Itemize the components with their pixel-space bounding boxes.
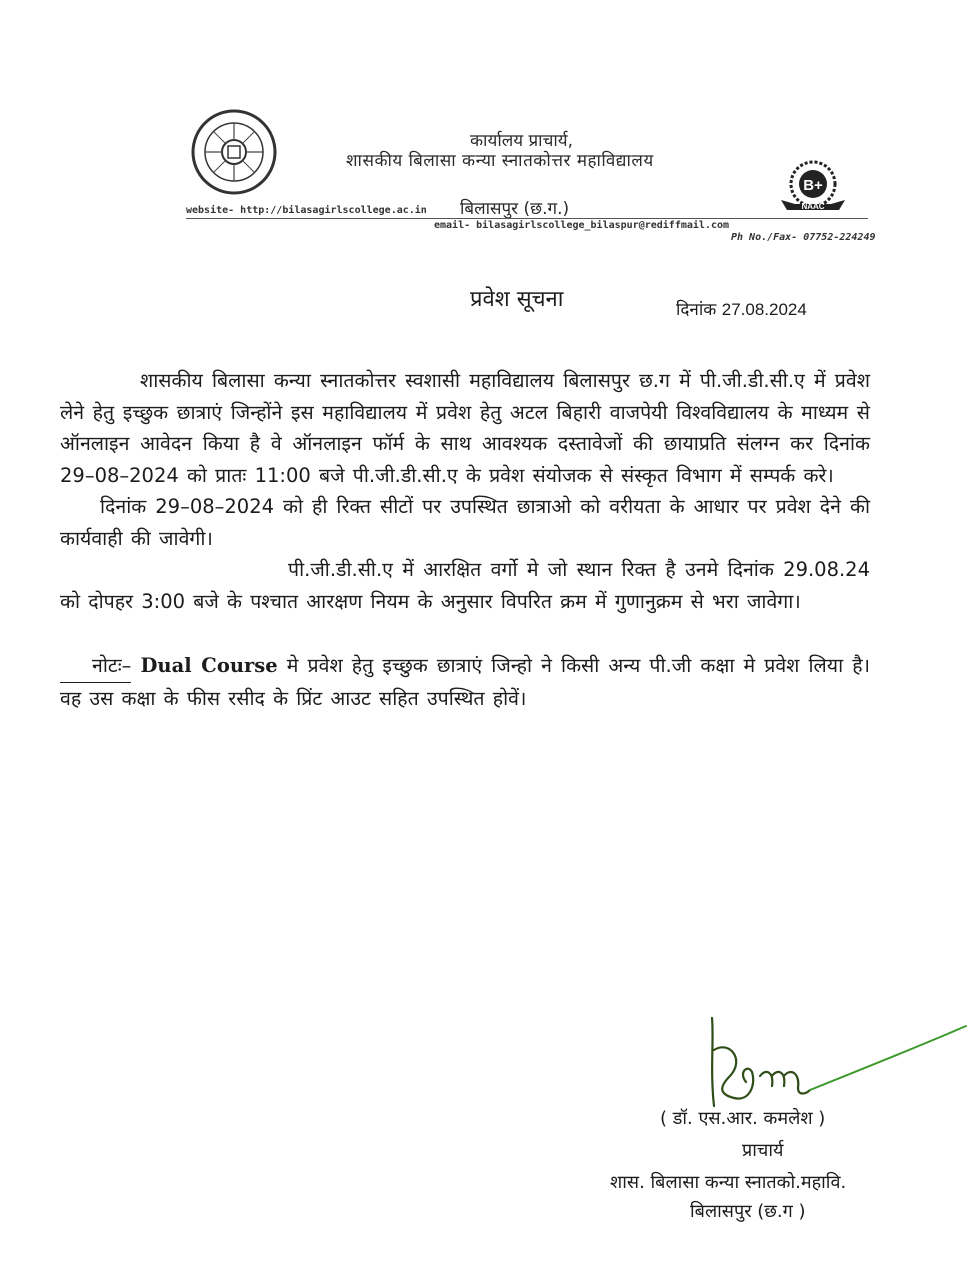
- body-paragraph-3: पी.जी.डी.सी.ए में आरक्षित वर्गो मे जो स्थान रिक्त है उनमे दिनांक 29.08.24 को दोपहर 3:00 बजे के पश्चात आरक्षण नियम के अनुसार विपरित क्रम में गुणानुक्रम से भरा जावेगा।: [60, 558, 870, 613]
- letterhead-office: कार्यालय प्राचार्य,: [470, 131, 574, 151]
- body-paragraph-2: दिनांक 29–08–2024 को ही रिक्त सीटों पर उपस्थित छात्राओ को वरीयता के आधार पर प्रवेश देने की कार्यवाही की जावेगी।: [60, 495, 870, 550]
- naac-label: NAAC: [801, 202, 825, 211]
- body-paragraph-1: शासकीय बिलासा कन्या स्नातकोत्तर स्वशासी महाविद्यालय बिलासपुर छ.ग में पी.जी.डी.सी.ए में प्रवेश लेने हेतु इच्छुक छात्राएं जिन्होंने इस महाविद्यालय में प्रवेश हेतु अटल बिहारी वाजपेयी विश्वविद्यालय के माध्यम से ऑनलाइन आवेदन किया है वे ऑनलाइन फॉर्म के साथ आवश्यक दस्तावेजों की छायाप्रति संलग्न कर दिनांक 29–08–2024 को प्रातः 11:00 बजे पी.जी.डी.सी.ए के प्रवेश संयोजक से संस्कृत विभाग में सम्पर्क करे।: [60, 369, 870, 487]
- signatory-college: शास. बिलासा कन्या स्नातको.महावि.: [610, 1172, 847, 1193]
- notice-title: प्रवेश सूचना: [470, 287, 564, 312]
- signatory-name: ( डॉ. एस.आर. कमलेश ): [660, 1108, 826, 1129]
- letterhead-city: बिलासपुर (छ.ग.): [460, 199, 570, 219]
- website-link[interactable]: website- http://bilasagirlscollege.ac.in: [186, 205, 427, 216]
- letterhead-college-name: शासकीय बिलासा कन्या स्नातकोत्तर महाविद्यालय: [346, 151, 654, 171]
- phone-fax: Ph No./Fax- 07752-224249: [731, 232, 876, 243]
- notice-date: [676, 297, 807, 320]
- date-value: 27.08.2024: [721, 300, 807, 319]
- date-label: दिनांक: [676, 300, 717, 320]
- letterhead-divider: [186, 218, 868, 219]
- note-paragraph: [60, 650, 870, 714]
- note-label: नोटः–: [60, 650, 131, 683]
- naac-grade: B+: [803, 177, 823, 194]
- note-text: मे प्रवेश हेतु इच्छुक छात्राएं जिन्हो ने किसी अन्य पी.जी कक्षा मे प्रवेश लिया है। वह उस कक्षा के फीस रसीद के प्रिंट आउट सहित उपस्थित होवें।: [60, 654, 870, 710]
- college-seal-logo: [190, 108, 278, 196]
- note-course-name: Dual Course: [140, 654, 278, 677]
- email-link[interactable]: email- bilasagirlscollege_bilaspur@rediffmail.com: [434, 220, 730, 231]
- notice-body: [60, 365, 870, 714]
- signatory-designation: प्राचार्य: [742, 1140, 784, 1161]
- signatory-city: बिलासपुर (छ.ग ): [690, 1201, 806, 1222]
- naac-badge-logo: [773, 156, 853, 218]
